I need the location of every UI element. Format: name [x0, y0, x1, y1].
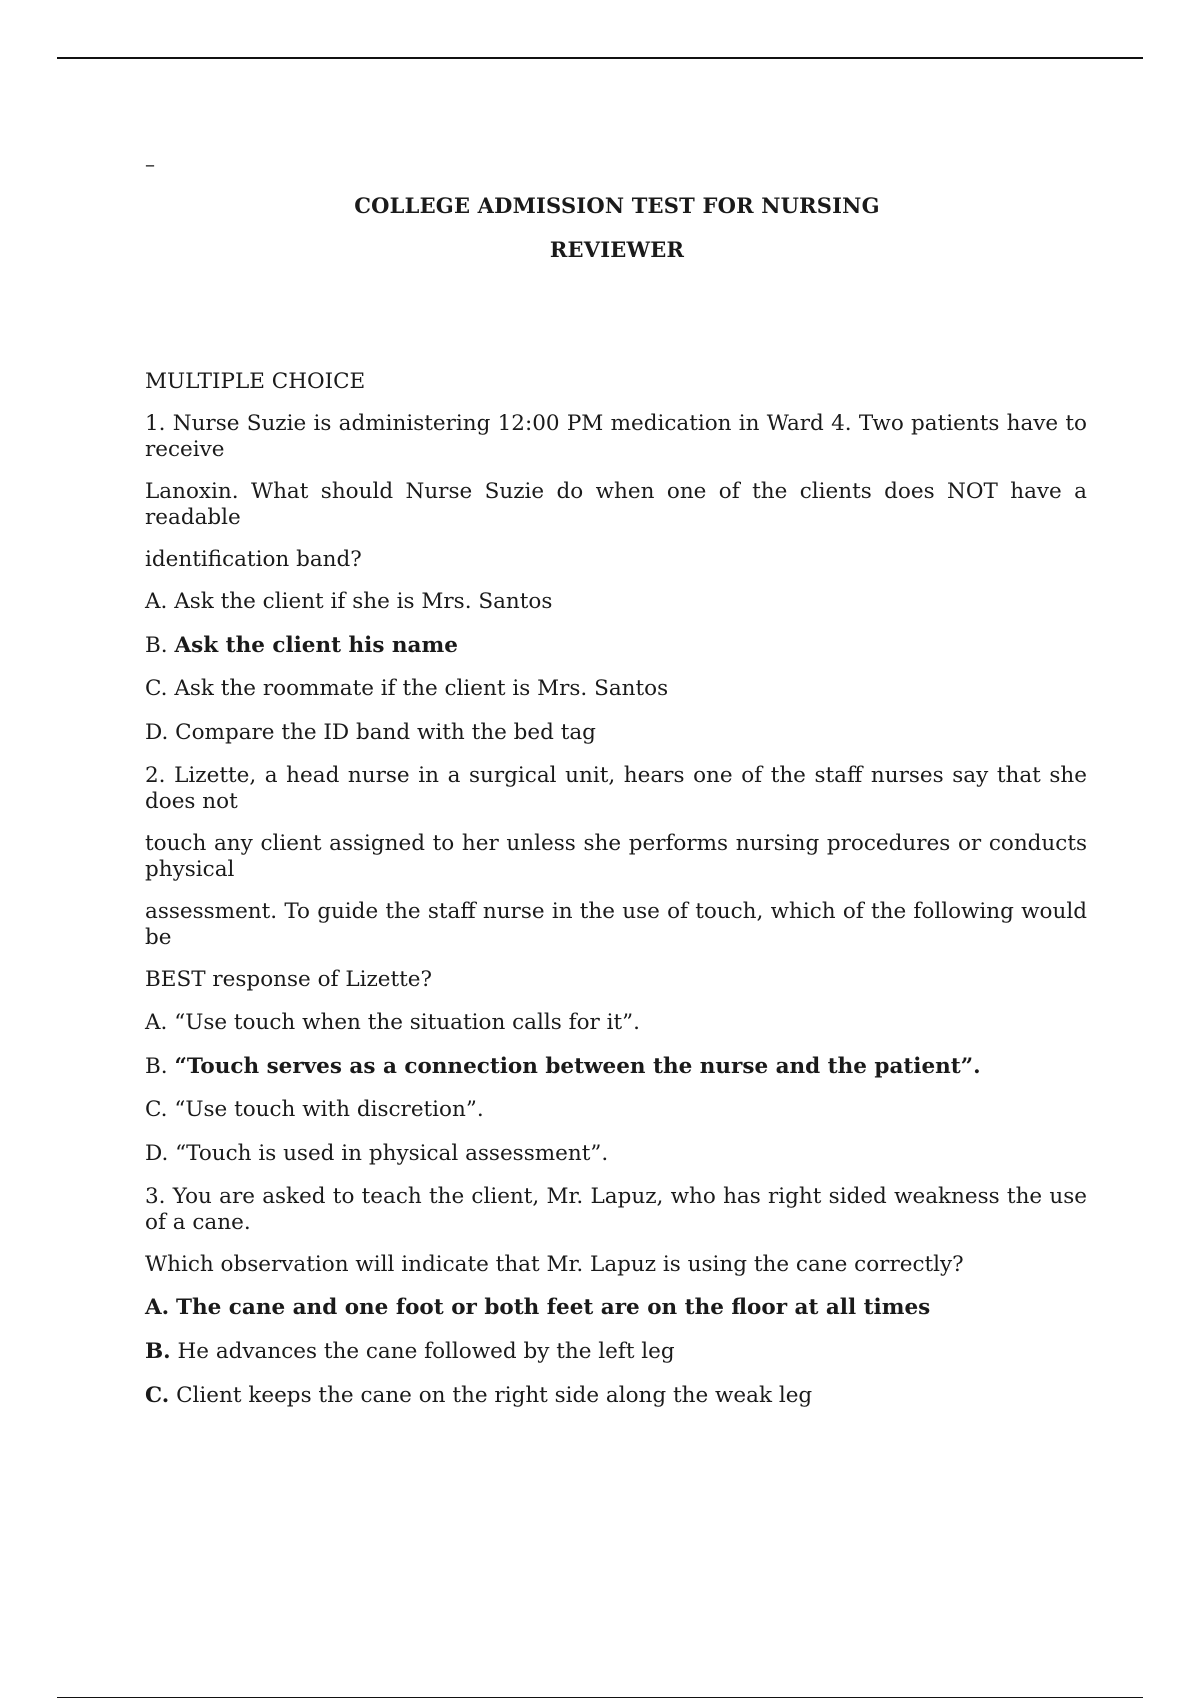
question-2-line-1: 2. Lizette, a head nurse in a surgical unit, hears one of the staff nurses say that she does not	[145, 763, 1087, 814]
choice-letter: B.	[145, 1339, 171, 1364]
choice-text: “Use touch with discretion”.	[174, 1097, 484, 1122]
choice-text-correct: Ask the client his name	[174, 633, 458, 658]
choice-3a-answer	[145, 1295, 1087, 1321]
document-subtitle: REVIEWER	[549, 237, 685, 262]
choice-letter: B.	[145, 1054, 168, 1079]
choice-2c	[145, 1097, 1087, 1123]
choice-2a	[145, 1010, 1087, 1036]
choice-1b-answer	[145, 633, 1087, 659]
choice-letter: C.	[145, 1383, 170, 1408]
choice-text: Ask the roommate if the client is Mrs. Santos	[174, 676, 669, 701]
choice-3b	[145, 1339, 1087, 1365]
choice-text: He advances the cane followed by the left leg	[177, 1339, 675, 1364]
choice-1d	[145, 720, 1087, 746]
choice-text: Ask the client if she is Mrs. Santos	[174, 589, 553, 614]
choice-text-correct: “Touch serves as a connection between the nurse and the patient”.	[174, 1054, 981, 1079]
choice-letter: D.	[145, 1141, 169, 1166]
choice-letter: A.	[145, 589, 168, 614]
choice-text: Client keeps the cane on the right side along the weak leg	[176, 1383, 813, 1408]
choice-letter: B.	[145, 633, 168, 658]
choice-letter: D.	[145, 720, 169, 745]
question-3-line-2: Which observation will indicate that Mr. Lapuz is using the cane correctly?	[145, 1252, 964, 1277]
bottom-rule	[57, 1697, 1143, 1698]
question-3-line-1: 3. You are asked to teach the client, Mr. Lapuz, who has right sided weakness the use of a cane.	[145, 1184, 1087, 1235]
question-2-line-2: touch any client assigned to her unless she performs nursing procedures or conducts physical	[145, 831, 1087, 882]
choice-letter: A.	[145, 1295, 170, 1320]
question-1-line-3: identification band?	[145, 547, 362, 572]
choice-1a	[145, 589, 1087, 615]
question-1-line-1: 1. Nurse Suzie is administering 12:00 PM medication in Ward 4. Two patients have to receive	[145, 411, 1087, 462]
question-2-line-3: assessment. To guide the staff nurse in the use of touch, which of the following would be	[145, 899, 1087, 950]
top-rule	[57, 57, 1143, 59]
choice-text-correct: The cane and one foot or both feet are on the floor at all times	[176, 1295, 931, 1320]
choice-text: Compare the ID band with the bed tag	[175, 720, 596, 745]
document-title: COLLEGE ADMISSION TEST FOR NURSING	[354, 193, 880, 218]
choice-2b-answer	[145, 1054, 1087, 1080]
choice-2d	[145, 1141, 1087, 1167]
choice-text: “Touch is used in physical assessment”.	[175, 1141, 609, 1166]
document-body	[145, 369, 1087, 1409]
choice-1c	[145, 676, 1087, 702]
choice-letter: A.	[145, 1010, 168, 1035]
question-2-line-4: BEST response of Lizette?	[145, 967, 433, 992]
choice-letter: C.	[145, 1097, 168, 1122]
choice-letter: C.	[145, 676, 168, 701]
choice-3c	[145, 1383, 1087, 1409]
stray-dash: –	[145, 152, 155, 176]
choice-text: “Use touch when the situation calls for it”.	[174, 1010, 640, 1035]
section-heading: MULTIPLE CHOICE	[145, 369, 366, 394]
question-1-line-2: Lanoxin. What should Nurse Suzie do when one of the clients does NOT have a readable	[145, 479, 1087, 530]
